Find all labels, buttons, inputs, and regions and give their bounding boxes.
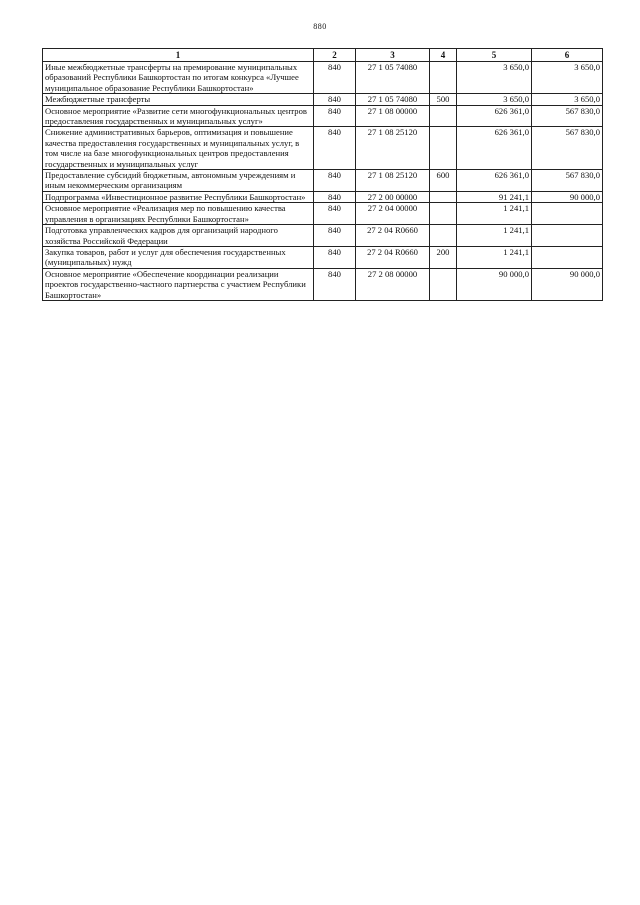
row-grbs-cell: 840 xyxy=(314,246,356,268)
table-row xyxy=(43,268,603,300)
row-vr-cell: 200 xyxy=(430,246,457,268)
table-row xyxy=(43,105,603,127)
row-vr-cell: 600 xyxy=(430,170,457,192)
row-sum-year2-cell: 567 830,0 xyxy=(532,170,603,192)
row-sum-year2-cell: 3 650,0 xyxy=(532,94,603,105)
column-header-1: 1 xyxy=(43,49,314,62)
table-row xyxy=(43,191,603,202)
row-sum-year1-cell: 1 241,1 xyxy=(457,246,532,268)
row-vr-cell xyxy=(430,62,457,94)
column-header-4: 4 xyxy=(430,49,457,62)
column-header-6: 6 xyxy=(532,49,603,62)
row-name-cell: Межбюджетные трансферты xyxy=(43,94,314,105)
row-code-cell: 27 1 08 25120 xyxy=(356,170,430,192)
row-name-cell: Подпрограмма «Инвестиционное развитие Республики Башкортостан» xyxy=(43,191,314,202)
row-sum-year2-cell: 3 650,0 xyxy=(532,62,603,94)
row-grbs-cell: 840 xyxy=(314,94,356,105)
header-row xyxy=(43,49,603,62)
row-vr-cell xyxy=(430,225,457,247)
row-code-cell: 27 2 04 R0660 xyxy=(356,225,430,247)
row-sum-year1-cell: 91 241,1 xyxy=(457,191,532,202)
row-grbs-cell: 840 xyxy=(314,105,356,127)
page-number: 880 xyxy=(313,22,327,31)
row-grbs-cell: 840 xyxy=(314,225,356,247)
row-code-cell: 27 2 04 R0660 xyxy=(356,246,430,268)
table-row xyxy=(43,127,603,170)
column-header-3: 3 xyxy=(356,49,430,62)
row-sum-year1-cell: 3 650,0 xyxy=(457,62,532,94)
row-sum-year1-cell: 3 650,0 xyxy=(457,94,532,105)
row-sum-year1-cell: 626 361,0 xyxy=(457,127,532,170)
row-sum-year1-cell: 626 361,0 xyxy=(457,105,532,127)
row-sum-year2-cell xyxy=(532,203,603,225)
row-vr-cell xyxy=(430,127,457,170)
row-grbs-cell: 840 xyxy=(314,62,356,94)
row-sum-year1-cell: 1 241,1 xyxy=(457,203,532,225)
row-grbs-cell: 840 xyxy=(314,191,356,202)
row-sum-year1-cell: 1 241,1 xyxy=(457,225,532,247)
row-grbs-cell: 840 xyxy=(314,127,356,170)
row-vr-cell: 500 xyxy=(430,94,457,105)
row-sum-year2-cell: 567 830,0 xyxy=(532,105,603,127)
table-row xyxy=(43,246,603,268)
table-row xyxy=(43,170,603,192)
row-name-cell: Снижение административных барьеров, оптимизация и повышение качества предоставления государственных и муниципальных услуг, в том числе на базе многофункциональных центров предоставления государственных и муниципальных услуг xyxy=(43,127,314,170)
table-row xyxy=(43,225,603,247)
budget-table xyxy=(42,48,603,301)
column-header-2: 2 xyxy=(314,49,356,62)
row-sum-year1-cell: 626 361,0 xyxy=(457,170,532,192)
row-name-cell: Основное мероприятие «Развитие сети многофункциональных центров предоставления государственных и муниципальных услуг» xyxy=(43,105,314,127)
row-name-cell: Иные межбюджетные трансферты на премирование муниципальных образований Республики Башкортостан по итогам конкурса «Лучшее муниципальное образование Республики Башкортостан» xyxy=(43,62,314,94)
row-vr-cell xyxy=(430,203,457,225)
row-code-cell: 27 2 08 00000 xyxy=(356,268,430,300)
row-sum-year1-cell: 90 000,0 xyxy=(457,268,532,300)
row-grbs-cell: 840 xyxy=(314,203,356,225)
row-code-cell: 27 2 04 00000 xyxy=(356,203,430,225)
column-header-5: 5 xyxy=(457,49,532,62)
table-row xyxy=(43,203,603,225)
row-grbs-cell: 840 xyxy=(314,268,356,300)
row-sum-year2-cell: 90 000,0 xyxy=(532,268,603,300)
row-grbs-cell: 840 xyxy=(314,170,356,192)
table-row xyxy=(43,62,603,94)
row-name-cell: Основное мероприятие «Реализация мер по повышению качества управления в организациях Республики Башкортостан» xyxy=(43,203,314,225)
row-vr-cell xyxy=(430,268,457,300)
row-name-cell: Предоставление субсидий бюджетным, автономным учреждениям и иным некоммерческим организациям xyxy=(43,170,314,192)
table-row xyxy=(43,94,603,105)
row-code-cell: 27 2 00 00000 xyxy=(356,191,430,202)
row-sum-year2-cell: 90 000,0 xyxy=(532,191,603,202)
row-sum-year2-cell: 567 830,0 xyxy=(532,127,603,170)
row-sum-year2-cell xyxy=(532,246,603,268)
row-name-cell: Подготовка управленческих кадров для организаций народного хозяйства Российской Федерации xyxy=(43,225,314,247)
table-body xyxy=(43,62,603,301)
row-code-cell: 27 1 05 74080 xyxy=(356,62,430,94)
row-code-cell: 27 1 08 00000 xyxy=(356,105,430,127)
row-name-cell: Основное мероприятие «Обеспечение координации реализации проектов государственно-частного партнерства с участием Республики Башкортостан» xyxy=(43,268,314,300)
row-vr-cell xyxy=(430,105,457,127)
row-code-cell: 27 1 08 25120 xyxy=(356,127,430,170)
row-sum-year2-cell xyxy=(532,225,603,247)
row-code-cell: 27 1 05 74080 xyxy=(356,94,430,105)
row-vr-cell xyxy=(430,191,457,202)
table-header xyxy=(43,49,603,62)
row-name-cell: Закупка товаров, работ и услуг для обеспечения государственных (муниципальных) нужд xyxy=(43,246,314,268)
